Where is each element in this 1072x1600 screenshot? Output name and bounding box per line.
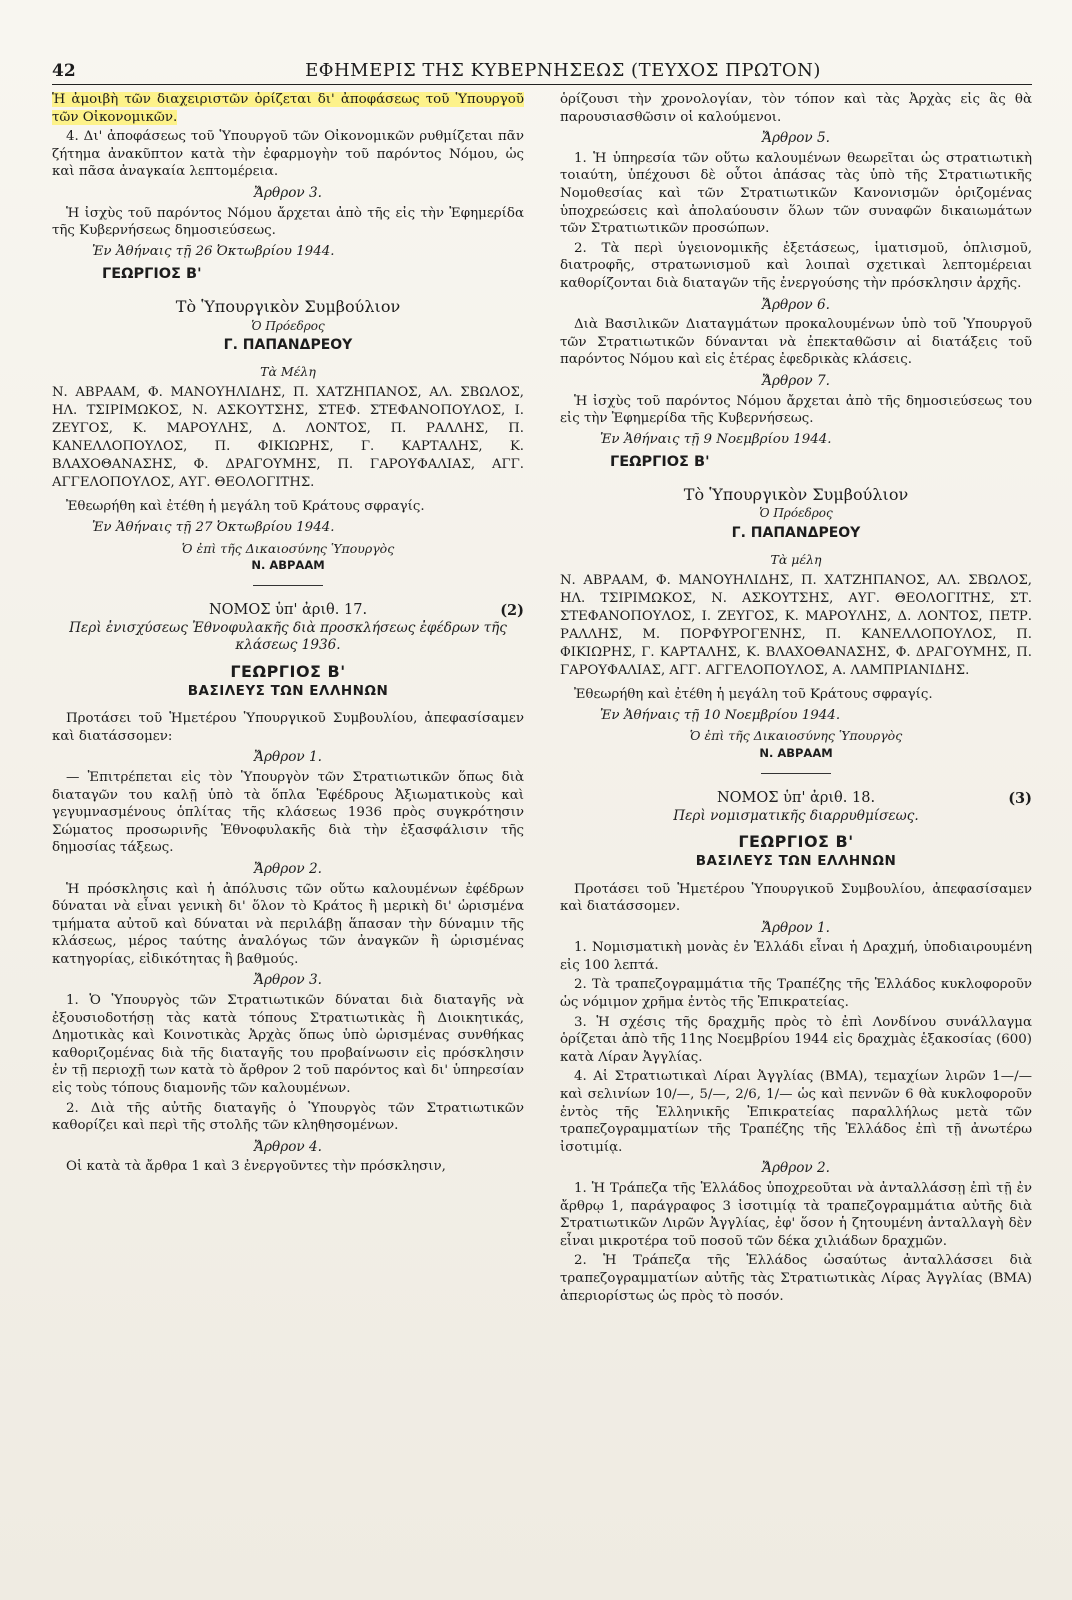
members-list: Ν. ΑΒΡΑΑΜ, Φ. ΜΑΝΟΥΗΛΙΔΗΣ, Π. ΧΑΤΖΗΠΑΝΟΣ, ΑΛ. ΣΒΩΛΟΣ, ΗΛ. ΤΣΙΡΙΜΩΚΟΣ, Ν. ΑΣΚΟΥΤΣΗΣ, ΑΥΓ. ΘΕΟΛΟΓΙΤΗΣ, ΣΤ. ΣΤΕΦΑΝΟΠΟΥΛΟΣ, Ι. ΖΕΥΓΟΣ, Κ. ΜΑΡΟΥΛΗΣ, Δ. ΛΟΝΤΟΣ, ΠΕΤΡ. ΡΑΛΛΗΣ, Μ. ΠΟΡΦΥΡΟΓΕΝΗΣ, Π. ΚΑΝΕΛΛΟΠΟΥΛΟΣ, Π. ΦΙΚΙΩΡΗΣ, Γ. ΚΑΡΤΑΛΗΣ, Κ. ΒΛΑΧΟΘΑΝΑΣΗΣ, Φ. ΔΡΑΓΟΥΜΗΣ, Π. ΓΑΡΟΥΦΑΛΙΑΣ, ΑΓΓ. ΑΓΓΕΛΟΠΟΥΛΟΣ, Α. ΛΑΜΠΡΙΑΝΙΔΗΣ. (560, 573, 1032, 679)
council-heading: Τὸ Ὑπουργικὸν Συμβούλιον (683, 484, 909, 504)
seal-line: Ἐθεωρήθη καὶ ἐτέθη ἡ μεγάλη τοῦ Κράτους σφραγίς. (66, 499, 425, 515)
article-heading: Ἄρθρον 2. (762, 1160, 830, 1177)
running-head: ΕΦΗΜΕΡΙΣ ΤΗΣ ΚΥΒΕΡΝΗΣΕΩΣ (ΤΕΥΧΟΣ ΠΡΩΤΟΝ) (305, 60, 821, 81)
paragraph: 4. Δι' ἀποφάσεως τοῦ Ὑπουργοῦ τῶν Οἰκονομικῶν ρυθμίζεται πᾶν ζήτημα ἀνακῦπτον κατὰ τὴν ἐφαρμογὴν τοῦ παρόντος Νόμου, ὡς καὶ πᾶσα ἀναγκαία λεπτομέρεια. (52, 129, 524, 180)
members-title: Τὰ Μέλη (260, 363, 316, 379)
king-title: ΒΑΣΙΛΕΥΣ ΤΩΝ ΕΛΛΗΝΩΝ (187, 682, 389, 699)
king-name: ΓΕΩΡΓΙΟΣ Β' (230, 661, 346, 681)
paragraph: — Ἐπιτρέπεται εἰς τὸν Ὑπουργὸν τῶν Στρατιωτικῶν ὅπως διὰ διαταγῶν του καλῇ ὑπὸ τὰ ὅπλα Ἐφέδρους Ἀξιωματικοὺς καὶ γεγυμνασμένους ὁπλίτας τῆς κλάσεως 1936 πρὸς συγκρότησιν Σώματος προσωρινῆς Ἐθνοφυλακῆς διὰ τὴν ἐξασφάλισιν τῆς δημοσίας τάξεως. (52, 769, 524, 856)
two-column-body (52, 91, 1032, 1307)
law-title: Περὶ ἐνισχύσεως Ἐθνοφυλακῆς διὰ προσκλήσεως ἐφέδρων τῆς κλάσεως 1936. (69, 619, 507, 654)
members-title: Τὰ μέλη (770, 551, 822, 567)
minister-name: Ν. ΑΒΡΑΑΜ (759, 746, 833, 761)
article-heading: Ἄρθρον 3. (254, 972, 322, 989)
president-title: Ὁ Πρόεδρος (759, 506, 833, 521)
paragraph: 1. Ὁ Ὑπουργὸς τῶν Στρατιωτικῶν δύναται διὰ διαταγῆς νὰ ἐξουσιοδοτήσῃ τὰς κατὰ τόπους Στρατιωτικὰς ἢ Διοικητικάς, Δημοτικὰς καὶ Κοινοτικὰς Ἀρχὰς ὅπως ὑπὸ ὡρισμένας συνθήκας καθοριζομένας διὰ τῆς διαταγῆς του προβαίνωσιν εἰς πρόσκλησιν ἐν τῇ περιοχῇ των κατὰ τὸ ἄρθρον 2 τοῦ παρόντος καὶ δι' ὑπηρεσίαν εἰς τοὺς τόπους διαμονῆς τῶν καλουμένων. (52, 993, 524, 1097)
members-list: Ν. ΑΒΡΑΑΜ, Φ. ΜΑΝΟΥΗΛΙΔΗΣ, Π. ΧΑΤΖΗΠΑΝΟΣ, ΑΛ. ΣΒΩΛΟΣ, ΗΛ. ΤΣΙΡΙΜΩΚΟΣ, Ν. ΑΣΚΟΥΤΣΗΣ, ΣΤΕΦ. ΣΤΕΦΑΝΟΠΟΥΛΟΣ, Ι. ΖΕΥΓΟΣ, Κ. ΜΑΡΟΥΛΗΣ, Δ. ΛΟΝΤΟΣ, Π. ΡΑΛΛΗΣ, Π. ΚΑΝΕΛΛΟΠΟΥΛΟΣ, Π. ΦΙΚΙΩΡΗΣ, Γ. ΚΑΡΤΑΛΗΣ, Κ. ΒΛΑΧΟΘΑΝΑΣΗΣ, Φ. ΔΡΑΓΟΥΜΗΣ, Π. ΓΑΡΟΥΦΑΛΙΑΣ, ΑΓΓ. ΑΓΓΕΛΟΠΟΥΛΟΣ, ΑΥΓ. ΘΕΟΛΟΓΙΤΗΣ. (52, 385, 524, 491)
preamble: Προτάσει τοῦ Ἡμετέρου Ὑπουργικοῦ Συμβουλίου, ἀπεφασίσαμεν καὶ διατάσσομεν: (52, 711, 524, 744)
article-heading: Ἄρθρον 4. (254, 1138, 322, 1155)
paragraph: 2. Ἡ Τράπεζα τῆς Ἑλλάδος ὡσαύτως ἀνταλλάσσει διὰ τραπεζογραμματίων αὐτῆς τὰς Στρατιωτικὰς Λίρας Ἀγγλίας (BMA) ἀπεριορίστως ὡς πρὸς τὸ ποσόν. (560, 1253, 1032, 1304)
paragraph: 3. Ἡ σχέσις τῆς δραχμῆς πρὸς τὸ ἐπὶ Λονδίνου συνάλλαγμα ὁρίζεται ἀπὸ τῆς 11ης Νοεμβρίου 1944 εἰς δραχμὰς ἑξακοσίας (600) κατὰ Λίραν Ἀγγλίας. (560, 1014, 1032, 1065)
president-name: Γ. ΠΑΠΑΝΔΡΕΟΥ (223, 337, 353, 354)
page-number: 42 (52, 61, 76, 81)
paragraph: 1. Ἡ Τράπεζα τῆς Ἑλλάδος ὑποχρεοῦται νὰ ἀνταλλάσσῃ ἐπὶ τῇ ἐν ἄρθρῳ 1, παράγραφος 3 ἰσοτιμίᾳ τὰ τραπεζογραμμάτια αὐτῆς διὰ Στρατιωτικῶν Λιρῶν Ἀγγλίας, ἐφ' ὅσον ἡ ζητουμένη ἀνταλλαγὴ δὲν εἶναι μικροτέρα τοῦ ποσοῦ τῶν δέκα χιλιάδων δραχμῶν. (560, 1181, 1032, 1249)
page-header (52, 60, 1032, 85)
minister-title: Ὁ ἐπὶ τῆς Δικαιοσύνης Ὑπουργὸς (689, 728, 903, 744)
paragraph: 2. Διὰ τῆς αὐτῆς διαταγῆς ὁ Ὑπουργὸς τῶν Στρατιωτικῶν καθορίζει καὶ περὶ τῆς στολῆς τῶν κληθησομένων. (52, 1100, 524, 1134)
paragraph: ὁρίζουσι τὴν χρονολογίαν, τὸν τόπον καὶ τὰς Ἀρχὰς εἰς ἃς θὰ παρουσιασθῶσιν οἱ καλούμενοι. (560, 92, 1032, 125)
paragraph: 1. Νομισματικὴ μονὰς ἐν Ἑλλάδι εἶναι ἡ Δραχμή, ὑποδιαιρουμένη εἰς 100 λεπτά. (560, 940, 1032, 973)
minister-name: Ν. ΑΒΡΑΑΜ (251, 558, 325, 573)
law-title-number: ΝΟΜΟΣ ὑπ' ἀριθ. 17. (208, 602, 368, 619)
article-heading: Ἄρθρον 6. (762, 296, 830, 313)
paragraph: Διὰ Βασιλικῶν Διαταγμάτων προκαλουμένων ὑπὸ τοῦ Ὑπουργοῦ τῶν Στρατιωτικῶν δύνανται νὰ ἐπεκταθῶσιν αἱ διατάξεις τοῦ παρόντος Νόμου καὶ εἰς ἑτέρας ἐφεδρικὰς κλάσεις. (560, 317, 1032, 368)
date-line: Ἐν Ἀθήναις τῇ 27 Ὀκτωβρίου 1944. (92, 519, 335, 535)
article-heading: Ἄρθρον 3. (254, 184, 322, 201)
king-signature: ΓΕΩΡΓΙΟΣ Β' (610, 454, 710, 471)
date-line: Ἐν Ἀθήναις τῇ 26 Ὀκτωβρίου 1944. (92, 243, 335, 259)
law-sequence-number: (3) (1008, 790, 1032, 808)
president-name: Γ. ΠΑΠΑΝΔΡΕΟΥ (731, 525, 861, 542)
paragraph: 2. Τὰ περὶ ὑγειονομικῆς ἐξετάσεως, ἱματισμοῦ, ὁπλισμοῦ, διατροφῆς, στρατωνισμοῦ καὶ λοιπαὶ σχετικαὶ λεπτομέρειαι καθορίζονται διὰ διαταγῶν τῆς ἐνεργούσης τὴν πρόσκλησιν ἀρχῆς. (560, 240, 1032, 291)
left-column (52, 91, 524, 1307)
minister-title: Ὁ ἐπὶ τῆς Δικαιοσύνης Ὑπουργὸς (181, 540, 395, 556)
article-heading: Ἄρθρον 7. (762, 372, 830, 389)
paragraph: Ἡ ἰσχὺς τοῦ παρόντος Νόμου ἄρχεται ἀπὸ τῆς δημοσιεύσεως του εἰς τὴν Ἐφημερίδα τῆς Κυβερνήσεως. (560, 393, 1032, 427)
paragraph: Ἡ ἰσχὺς τοῦ παρόντος Νόμου ἄρχεται ἀπὸ τῆς εἰς τὴν Ἐφημερίδα τῆς Κυβερνήσεως δημοσιεύσεως. (52, 205, 524, 239)
highlighted-text: Ἡ ἀμοιβὴ τῶν διαχειριστῶν ὁρίζεται δι' ἀποφάσεως τοῦ Ὑπουργοῦ τῶν Οἰκονομικῶν. (52, 92, 524, 125)
date-line: Ἐν Ἀθήναις τῇ 9 Νοεμβρίου 1944. (600, 431, 832, 447)
article-heading: Ἄρθρον 2. (254, 860, 322, 877)
law-title: Περὶ νομισματικῆς διαρρυθμίσεως. (673, 807, 919, 824)
paragraph (52, 91, 524, 126)
date-line: Ἐν Ἀθήναις τῇ 10 Νοεμβρίου 1944. (600, 707, 841, 723)
council-heading: Τὸ Ὑπουργικὸν Συμβούλιον (175, 296, 401, 316)
law-title-number: ΝΟΜΟΣ ὑπ' ἀριθ. 18. (716, 790, 876, 807)
paragraph: Ἡ πρόσκλησις καὶ ἡ ἀπόλυσις τῶν οὕτω καλουμένων ἐφέδρων δύναται νὰ εἶναι γενικὴ δι' ὅλον τὸ Κράτος ἢ μερικὴ δι' ὡρισμένα τμήματα αὐτοῦ καὶ δύναται νὰ περιλάβῃ ἅπασαν τὴν δύναμιν τῆς κλάσεως, μέρος ταύτης ἀναλόγως τῶν ἀναγκῶν ἢ ὡρισμένας κατηγορίας, εἰδικότητας ἢ βαθμούς. (52, 881, 524, 967)
preamble: Προτάσει τοῦ Ἡμετέρου Ὑπουργικοῦ Συμβουλίου, ἀπεφασίσαμεν καὶ διατάσσομεν. (560, 881, 1032, 915)
law-heading (560, 790, 1032, 808)
paragraph: 2. Τὰ τραπεζογραμμάτια τῆς Τραπέζης τῆς Ἑλλάδος κυκλοφοροῦν ὡς νόμιμον χρῆμα ἐντὸς τῆς Ἐπικρατείας. (560, 977, 1032, 1011)
right-column (560, 91, 1032, 1307)
president-title: Ὁ Πρόεδρος (251, 318, 325, 333)
king-signature: ΓΕΩΡΓΙΟΣ Β' (102, 266, 202, 283)
king-name: ΓΕΩΡΓΙΟΣ Β' (738, 832, 854, 852)
paragraph: 4. Αἱ Στρατιωτικαὶ Λίραι Ἀγγλίας (BMA), τεμαχίων λιρῶν 1—/— καὶ σελινίων 10/—, 5/—, 2/6, 1/— ὡς καὶ πεννῶν 6 θὰ κυκλοφοροῦν ἐντὸς τῆς Ἑλληνικῆς Ἐπικρατείας παραλλήλως μετὰ τῶν τραπεζογραμματίων τῆς Τραπέζης τῆς Ἑλλάδος ἐπὶ τῇ ἀνωτέρω ἰσοτιμίᾳ. (560, 1069, 1032, 1155)
king-title: ΒΑΣΙΛΕΥΣ ΤΩΝ ΕΛΛΗΝΩΝ (695, 852, 897, 869)
law-sequence-number: (2) (500, 602, 524, 620)
paragraph: 1. Ἡ ὑπηρεσία τῶν οὕτω καλουμένων θεωρεῖται ὡς στρατιωτικὴ τοιαύτη, ὑπέχουσι δὲ οὗτοι ἁπάσας τὰς ὑπὸ τῆς Στρατιωτικῆς Νομοθεσίας καὶ τῶν Στρατιωτικῶν Κανονισμῶν ὁριζομένας ὑποχρεώσεις καὶ ἀπολαύουσιν ὅλων τῶν συναφῶν δικαιωμάτων τῶν Στρατιωτικῶν προσώπων. (560, 150, 1032, 237)
law-heading (52, 602, 524, 620)
paragraph: Οἱ κατὰ τὰ ἄρθρα 1 καὶ 3 ἐνεργοῦντες τὴν πρόσκλησιν, (66, 1159, 446, 1175)
article-heading: Ἄρθρον 1. (254, 749, 322, 766)
article-heading: Ἄρθρον 1. (762, 919, 830, 936)
divider (253, 585, 323, 587)
article-heading: Ἄρθρον 5. (762, 130, 830, 147)
seal-line: Ἐθεωρήθη καὶ ἐτέθη ἡ μεγάλη τοῦ Κράτους σφραγίς. (574, 687, 933, 703)
divider (761, 773, 831, 775)
